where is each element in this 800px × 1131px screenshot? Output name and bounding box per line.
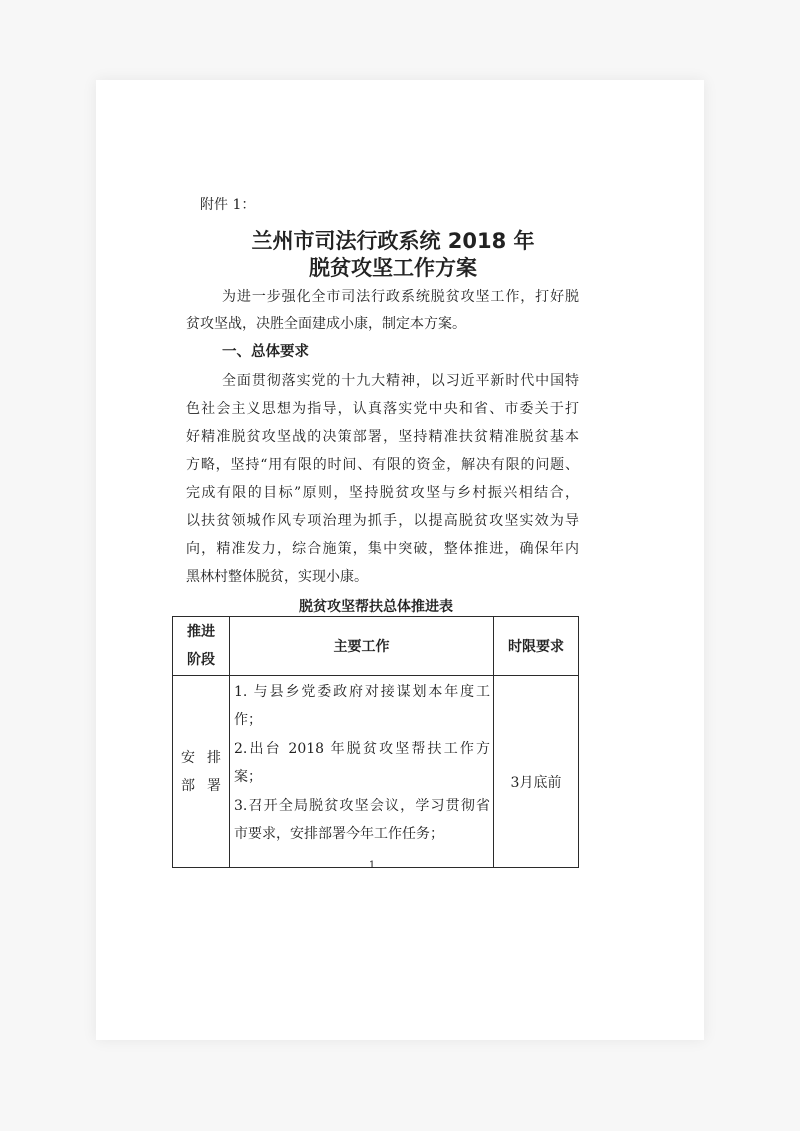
section-heading: 一、总体要求 [222, 344, 309, 360]
document-title-line-2: 脱贫攻坚工作方案 [309, 256, 477, 280]
table-row [173, 676, 579, 868]
attachment-label: 附件 1： [200, 197, 256, 213]
document-title-line-1: 兰州市司法行政系统 2018 年 [251, 229, 535, 253]
paragraph-line: 好精准脱贫攻坚战的决策部署，坚持精准扶贫精准脱贫基本 [186, 429, 579, 445]
paragraph-line: 方略，坚持“用有限的时间、有限的资金，解决有限的问题、 [186, 457, 579, 473]
paragraph-line: 全面贯彻落实党的十九大精神，以习近平新时代中国特 [222, 373, 579, 389]
work-line: 作； [234, 712, 262, 729]
work-line: 市要求，安排部署今年工作任务； [234, 825, 444, 842]
intro-line: 贫攻坚战，决胜全面建成小康，制定本方案。 [186, 316, 466, 332]
progress-table [172, 616, 579, 868]
work-line: 1. 与县乡党委政府对接谋划本年度工 [234, 684, 490, 700]
table-title: 脱贫攻坚帮扶总体推进表 [299, 599, 453, 615]
work-line: 3.召开全局脱贫攻坚会议，学习贯彻省 [234, 797, 490, 814]
paragraph-line: 向，精准发力，综合施策，集中突破，整体推进，确保年内 [186, 541, 579, 557]
scanned-page [96, 80, 704, 1040]
paragraph-line: 色社会主义思想为指导，认真落实党中央和省、市委关于打 [186, 401, 579, 417]
header-work-cell: 主要工作 [230, 617, 494, 676]
page-number: 1 [368, 860, 376, 871]
paragraph-line: 黑林村整体脱贫，实现小康。 [186, 569, 368, 585]
header-stage-line: 推进 [187, 624, 215, 640]
deadline-cell: 3月底前 [494, 676, 579, 868]
work-line: 案； [234, 769, 262, 786]
stage-cell [173, 676, 230, 868]
work-cell [230, 676, 494, 868]
paragraph-line: 完成有限的目标”原则，坚持脱贫攻坚与乡村振兴相结合， [186, 485, 579, 501]
header-deadline-cell: 时限要求 [494, 617, 579, 676]
intro-line: 为进一步强化全市司法行政系统脱贫攻坚工作，打好脱 [222, 289, 579, 305]
stage-line: 安 排 [181, 749, 221, 766]
work-line: 2.出台 2018 年脱贫攻坚帮扶工作方 [234, 740, 490, 757]
paragraph-line: 以扶贫领城作风专项治理为抓手，以提高脱贫攻坚实效为导 [186, 513, 579, 529]
header-stage-line: 阶段 [187, 652, 215, 668]
header-stage-cell [173, 617, 230, 676]
stage-line: 部署 [181, 777, 221, 794]
table-header-row [173, 617, 579, 676]
